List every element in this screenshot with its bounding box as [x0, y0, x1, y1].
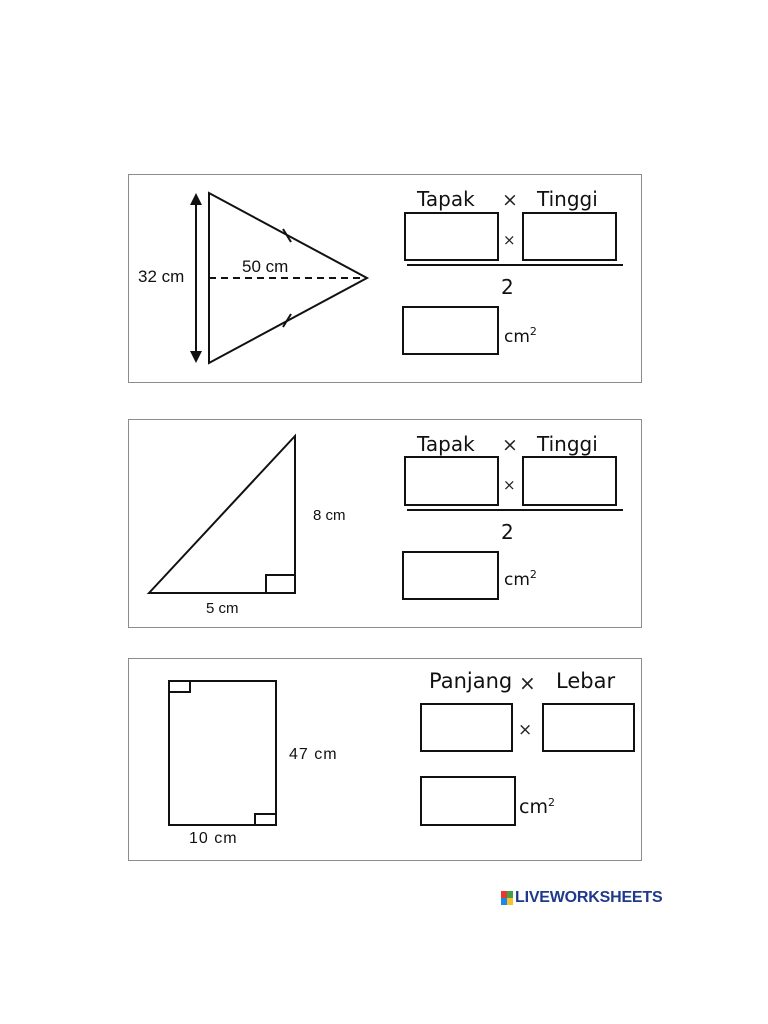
exercise-card-3	[128, 658, 642, 861]
multiply-sign: ×	[518, 720, 533, 740]
answer-box-base[interactable]	[404, 456, 499, 506]
right-angle-marker-bottom	[255, 814, 276, 825]
answer-input-length[interactable]	[422, 705, 511, 750]
formula-multiply-sign: ×	[502, 434, 518, 456]
multiply-sign: ×	[503, 231, 516, 249]
exercise-card-1	[128, 174, 642, 383]
base-label: 5 cm	[206, 600, 239, 617]
arrow-down-icon	[190, 351, 202, 363]
answer-box-result[interactable]	[402, 551, 499, 600]
fraction-divisor: 2	[501, 275, 514, 299]
right-triangle-figure	[129, 420, 389, 629]
unit-exponent: 2	[547, 796, 555, 809]
width-label: 10 cm	[189, 830, 238, 847]
multiply-sign: ×	[503, 476, 516, 494]
answer-input-result[interactable]	[404, 553, 497, 598]
formula-base-heading: Tapak	[417, 187, 475, 211]
fraction-bar	[407, 509, 623, 511]
fraction-divisor: 2	[501, 520, 514, 544]
answer-input-width[interactable]	[544, 705, 633, 750]
logo-square-yellow	[507, 898, 513, 905]
unit-exponent: 2	[529, 568, 537, 581]
answer-input-height[interactable]	[524, 214, 615, 259]
fraction-bar	[407, 264, 623, 266]
unit-text: cm	[504, 327, 530, 347]
formula-multiply-sign: ×	[519, 671, 536, 695]
formula-height-heading: Tinggi	[537, 187, 598, 211]
answer-input-base[interactable]	[406, 458, 497, 504]
side-length-label: 32 cm	[138, 267, 185, 286]
liveworksheets-logo	[501, 888, 662, 908]
exercise-card-2	[128, 419, 642, 628]
rectangle-outline	[169, 681, 276, 825]
triangle-outline	[149, 436, 295, 593]
base-length-label: 50 cm	[242, 257, 289, 276]
unit-exponent: 2	[529, 325, 537, 338]
answer-box-result[interactable]	[402, 306, 499, 355]
rectangle-figure	[129, 659, 389, 862]
unit-text: cm	[504, 570, 530, 590]
answer-box-height[interactable]	[522, 456, 617, 506]
liveworksheets-logo-icon	[501, 891, 513, 905]
logo-square-green	[507, 891, 513, 898]
formula-length-heading: Panjang	[429, 669, 513, 693]
formula-multiply-sign: ×	[502, 189, 518, 211]
unit-label	[504, 325, 537, 347]
arrow-up-icon	[190, 193, 202, 205]
height-label: 8 cm	[313, 507, 346, 524]
answer-box-width[interactable]	[542, 703, 635, 752]
answer-box-length[interactable]	[420, 703, 513, 752]
answer-box-base[interactable]	[404, 212, 499, 261]
unit-label	[519, 796, 555, 818]
answer-box-height[interactable]	[522, 212, 617, 261]
unit-label	[504, 568, 537, 590]
answer-input-height[interactable]	[524, 458, 615, 504]
answer-input-base[interactable]	[406, 214, 497, 259]
formula-width-heading: Lebar	[556, 669, 616, 693]
formula-height-heading: Tinggi	[537, 432, 598, 456]
unit-text: cm	[519, 796, 548, 818]
answer-box-result[interactable]	[420, 776, 516, 826]
formula-base-heading: Tapak	[417, 432, 475, 456]
right-angle-marker-top	[169, 681, 190, 692]
length-label: 47 cm	[289, 746, 338, 763]
answer-input-result[interactable]	[404, 308, 497, 353]
answer-input-result[interactable]	[422, 778, 514, 824]
right-angle-marker	[266, 575, 295, 593]
liveworksheets-brand-name: LIVEWORKSHEETS	[515, 889, 663, 906]
